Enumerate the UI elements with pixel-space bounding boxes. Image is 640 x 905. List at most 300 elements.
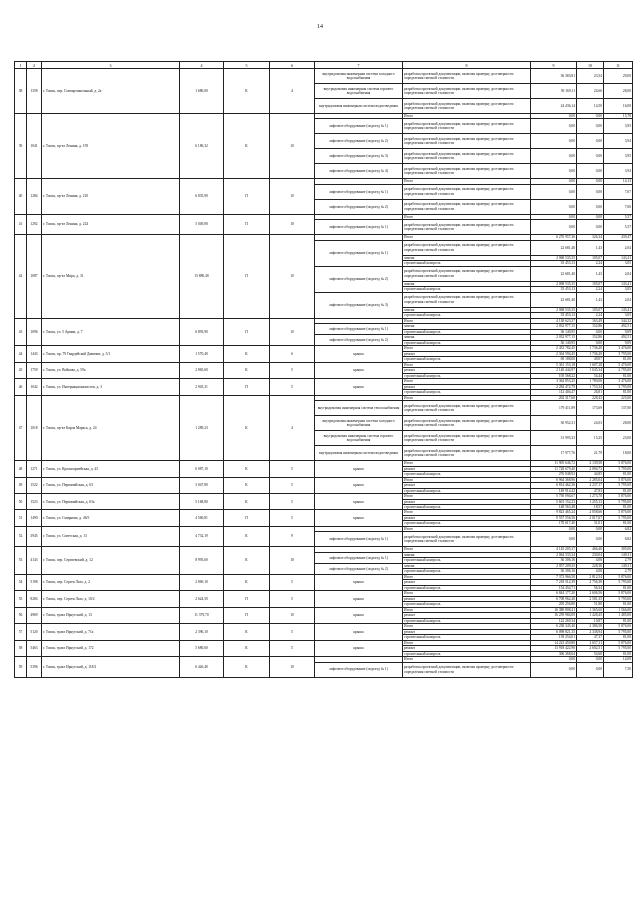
house-address: г. Томск, тракт Иркутский, д. 172: [42, 640, 180, 656]
cost-value: 0,00: [531, 134, 577, 149]
cost-per-m2: 105,07: [577, 281, 604, 286]
cost-value: 22 681,40: [531, 292, 577, 307]
work-type: лифтовое оборудование (подъезд № 2): [315, 134, 403, 149]
work-description: разработка проектной документации, включая проверку достоверности определения сметной стоимости: [403, 431, 531, 446]
cost-per-m2: 2 606,56: [577, 591, 604, 596]
house-floors: 10: [270, 318, 315, 345]
work-description: замена: [403, 307, 531, 312]
row-number: 47: [15, 395, 27, 460]
work-description: Итого: [403, 477, 531, 482]
column-header: 1: [15, 62, 27, 69]
cost-value: 0,00: [531, 164, 577, 179]
cost-value: 0,00: [531, 526, 577, 531]
work-description: ремонт: [403, 499, 531, 504]
cost-limit: 439,47: [604, 235, 633, 240]
cost-per-m2: 1 255,13: [577, 499, 604, 504]
cost-limit: 81,00: [604, 390, 633, 395]
cost-limit: 2,79: [604, 558, 633, 563]
work-description: разработка проектной документации, включая проверку достоверности определения сметной стоимости: [403, 199, 531, 214]
house-id: 1522: [27, 477, 42, 493]
cost-value: 6 814 462,36: [531, 483, 577, 488]
house-id: 1087: [27, 235, 42, 318]
row-number: 49: [15, 477, 27, 493]
cost-value: 4 138 623,37: [531, 318, 577, 323]
work-type: лифтовое оборудование (подъезд № 1): [315, 184, 403, 199]
house-floors: 5: [270, 640, 315, 656]
house-floors: 4: [270, 69, 315, 114]
house-class: К: [224, 69, 270, 114]
cost-per-m2: 1,43: [577, 266, 604, 281]
house-class: К: [224, 657, 270, 677]
cost-value: 170 617,40: [531, 521, 577, 526]
work-description: Итого: [403, 235, 531, 240]
cost-value: 6 964 368,96: [531, 477, 577, 482]
house-area: 2 945,31: [180, 379, 224, 395]
cost-value: 5 750 094,67: [531, 494, 577, 499]
cost-per-m2: 31,01: [577, 521, 604, 526]
work-description: разработка проектной документации, включая проверку достоверности определения сметной стоимости: [403, 119, 531, 134]
house-floors: 5: [270, 477, 315, 493]
cost-value: 2 433 782,45: [531, 346, 577, 351]
house-address: г. Томск, ул. Первомайская, д. 63а: [42, 494, 180, 510]
cost-limit: 2,04: [604, 240, 633, 255]
work-description: ремонт: [403, 596, 531, 601]
cost-limit: 143,41: [604, 255, 633, 260]
cost-limit: 81,00: [604, 602, 633, 607]
cost-value: 306 368,64: [531, 651, 577, 656]
row-number: 57: [15, 624, 27, 640]
cost-value: 2 364 594,45: [531, 351, 577, 356]
row-number: 50: [15, 494, 27, 510]
cost-value: 0,00: [531, 657, 577, 662]
row-number: 58: [15, 640, 27, 656]
cost-limit: 1 566,00: [604, 607, 633, 612]
cost-value: 0,00: [531, 662, 577, 677]
house-area: 8 993,60: [180, 547, 224, 574]
cost-limit: 143,41: [604, 307, 633, 312]
house-area: 6 835,90: [180, 179, 224, 214]
work-type: лифтовое оборудование (подъезд № 1): [315, 662, 403, 677]
work-type: лифтовое оборудование (подъезд № 3): [315, 149, 403, 164]
house-id: 1759: [27, 362, 42, 378]
cost-value: 36 140,95: [531, 340, 577, 345]
cost-value: 0,00: [531, 179, 577, 184]
work-description: ремонт: [403, 646, 531, 651]
house-address: г. Томск, пр-кт Ленина, д. 224: [42, 214, 180, 234]
work-description: ремонт: [403, 368, 531, 373]
cost-limit: 5,57: [604, 220, 633, 235]
cost-value: 39 169,11: [531, 84, 577, 99]
row-number: 40: [15, 179, 27, 214]
house-id: 1284: [27, 179, 42, 214]
page-number: 14: [317, 24, 323, 30]
cost-limit: 5,57: [604, 214, 633, 219]
house-class: К: [224, 395, 270, 460]
column-header: 2: [27, 62, 42, 69]
house-class: П: [224, 214, 270, 234]
cost-per-m2: 2 581,35: [577, 596, 604, 601]
work-description: строительный контроль: [403, 313, 531, 318]
cost-per-m2: 0,00: [577, 199, 604, 214]
cost-value: 0,00: [531, 214, 577, 219]
cost-limit: 5 876,00: [604, 574, 633, 579]
cost-limit: 15,78: [604, 114, 633, 119]
work-description: строительный контроль: [403, 261, 531, 266]
cost-limit: 5 795,00: [604, 466, 633, 471]
cost-value: 0,00: [531, 184, 577, 199]
cost-value: 6 844 177,20: [531, 591, 577, 596]
house-floors: 10: [270, 179, 315, 214]
work-description: замена: [403, 255, 531, 260]
house-id: 1096: [27, 318, 42, 345]
cost-limit: 14,13: [604, 179, 633, 184]
cost-limit: 28,00: [604, 416, 633, 431]
work-description: Итого: [403, 379, 531, 384]
work-description: ремонт: [403, 515, 531, 520]
cost-per-m2: 24,03: [577, 416, 604, 431]
cost-value: 17 977,76: [531, 446, 577, 461]
work-type: лифтовое оборудование (подъезд № 2): [315, 266, 403, 292]
house-class: К: [224, 362, 270, 378]
cost-value: 11 905 646,72: [531, 461, 577, 466]
cost-per-m2: 326,34: [577, 235, 604, 240]
house-floors: 5: [270, 574, 315, 590]
house-address: г. Томск, пер. Сергея Лазо, д. 10/2: [42, 591, 180, 607]
cost-value: 112 404,47: [531, 390, 577, 395]
cost-value: 14 223 450,80: [531, 640, 577, 645]
work-description: Итого: [403, 510, 531, 515]
work-description: Итого: [403, 461, 531, 466]
cost-per-m2: 0,00: [577, 119, 604, 134]
cost-value: 30 952,31: [531, 416, 577, 431]
cost-per-m2: 0,00: [577, 662, 604, 677]
cost-per-m2: 0,00: [577, 340, 604, 345]
cost-per-m2: 2 017,67: [577, 515, 604, 520]
work-description: Итого: [403, 395, 531, 400]
cost-limit: 5 795,00: [604, 629, 633, 634]
row-number: 41: [15, 214, 27, 234]
cost-limit: 6,82: [604, 532, 633, 547]
house-id: 5198: [27, 574, 42, 590]
cost-value: 7 218 512,39: [531, 580, 577, 585]
cost-value: 6 270 957,36: [531, 235, 577, 240]
cost-limit: 3,94: [604, 134, 633, 149]
cost-per-m2: 105,07: [577, 255, 604, 260]
row-number: 51: [15, 510, 27, 526]
house-class: П: [224, 179, 270, 214]
cost-per-m2: 2 094,73: [577, 466, 604, 471]
cost-value: 0,00: [531, 114, 577, 119]
cost-per-m2: 47,83: [577, 488, 604, 493]
house-id: 1042: [27, 379, 42, 395]
cost-limit: 28,00: [604, 84, 633, 99]
work-description: замена: [403, 324, 531, 329]
cost-per-m2: 2 058,66: [577, 510, 604, 515]
work-description: Итого: [403, 547, 531, 552]
cost-value: 0,00: [531, 149, 577, 164]
cost-limit: 3,05: [604, 287, 633, 292]
work-type: внутридомовая инженерная система холодного водоснабжения: [315, 416, 403, 431]
house-address: г. Томск, ул. Войкова, д. 59а: [42, 362, 180, 378]
row-number: 53: [15, 547, 27, 574]
work-description: разработка проектной документации, включая проверку достоверности определения сметной стоимости: [403, 532, 531, 547]
work-description: строительный контроль: [403, 373, 531, 378]
cost-per-m2: 1 780,06: [577, 379, 604, 384]
house-area: 5 680,60: [180, 640, 224, 656]
column-header: 3: [42, 62, 180, 69]
work-description: разработка проектной документации, включая проверку достоверности определения сметной стоимости: [403, 134, 531, 149]
house-area: 1 680,00: [180, 69, 224, 114]
cost-limit: 81,00: [604, 373, 633, 378]
house-address: г. Томск, пер. Совпартшкольный, д. 2а: [42, 69, 180, 114]
house-area: 2 624,50: [180, 591, 224, 607]
cost-value: 69 188,00: [531, 357, 577, 362]
cost-limit: 23,00: [604, 431, 633, 446]
cost-limit: 81,00: [604, 635, 633, 640]
house-area: 5 049,80: [180, 214, 224, 234]
cost-limit: 149,31: [604, 552, 633, 557]
cost-limit: 5 876,00: [604, 624, 633, 629]
cost-per-m2: 1,43: [577, 292, 604, 307]
capital-repair-table: [14, 61, 633, 678]
house-floors: 5: [270, 494, 315, 510]
cost-per-m2: 0,00: [577, 657, 604, 662]
cost-value: 35 453,13: [531, 287, 577, 292]
work-description: замена: [403, 552, 531, 557]
work-description: строительный контроль: [403, 521, 531, 526]
house-address: г. Томск, ул. Смирнова, д. 46/5: [42, 510, 180, 526]
house-floors: 10: [270, 607, 315, 623]
work-type: лифтовое оборудование (подъезд № 2): [315, 199, 403, 214]
cost-limit: 81,00: [604, 651, 633, 656]
house-class: К: [224, 640, 270, 656]
house-address: г. Томск, пр-кт Карла Маркса, д. 24: [42, 395, 180, 460]
cost-per-m2: 51,80: [577, 602, 604, 607]
house-area: 2 865,60: [180, 362, 224, 378]
house-class: К: [224, 346, 270, 362]
row-number: 56: [15, 607, 27, 623]
cost-limit: 81,00: [604, 488, 633, 493]
row-number: 38: [15, 69, 27, 114]
house-area: 11 379,70: [180, 607, 224, 623]
work-description: разработка проектной документации, включая проверку достоверности определения сметной стоимости: [403, 416, 531, 431]
cost-per-m2: 2 386,58: [577, 624, 604, 629]
house-address: г. Томск, пр-кт Ленина, д. 195: [42, 114, 180, 179]
cost-limit: 305,00: [604, 547, 633, 552]
cost-per-m2: 44,85: [577, 472, 604, 477]
work-type: крыша: [315, 574, 403, 590]
work-description: строительный контроль: [403, 585, 531, 590]
work-type: крыша: [315, 494, 403, 510]
work-description: ремонт: [403, 466, 531, 471]
cost-limit: 5 795,00: [604, 515, 633, 520]
cost-limit: 81,00: [604, 472, 633, 477]
cost-limit: 3 795,00: [604, 351, 633, 356]
cost-value: 35 453,13: [531, 313, 577, 318]
cost-per-m2: 47,37: [577, 635, 604, 640]
cost-value: 149 914,42: [531, 488, 577, 493]
cost-per-m2: 4,06: [577, 558, 604, 563]
work-type: лифтовое оборудование (подъезд № 1): [315, 220, 403, 235]
house-id: 3945: [27, 526, 42, 546]
house-address: г. Томск, пр. 79 Гвардейской Дивизии, д. 5/1: [42, 346, 180, 362]
cost-per-m2: 152,86: [577, 324, 604, 329]
column-header: 4: [180, 62, 224, 69]
house-area: 5 168,80: [180, 494, 224, 510]
table-body: [15, 69, 633, 678]
cost-value: 2 068 535,35: [531, 281, 577, 286]
work-description: разработка проектной документации, включая проверку достоверности определения сметной стоимости: [403, 266, 531, 281]
cost-value: 179 411,89: [531, 401, 577, 416]
cost-per-m2: 105,07: [577, 307, 604, 312]
cost-per-m2: 1 607,28: [577, 362, 604, 367]
cost-per-m2: 1,43: [577, 240, 604, 255]
house-address: г. Томск, ул. Интернационалистов, д. 3: [42, 379, 180, 395]
work-type: крыша: [315, 591, 403, 607]
cost-per-m2: 0,00: [577, 220, 604, 235]
house-class: К: [224, 114, 270, 179]
work-description: Итого: [403, 494, 531, 499]
column-header: 7: [315, 62, 403, 69]
house-floors: 10: [270, 657, 315, 677]
work-description: Итого: [403, 526, 531, 531]
cost-value: 31 995,33: [531, 431, 577, 446]
cost-value: 7 372 966,50: [531, 574, 577, 579]
cost-limit: 143,41: [604, 281, 633, 286]
row-number: 39: [15, 114, 27, 179]
work-description: разработка проектной документации, включая проверку достоверности определения сметной стоимости: [403, 184, 531, 199]
house-id: 1490: [27, 510, 42, 526]
work-description: строительный контроль: [403, 618, 531, 623]
cost-limit: 3,95: [604, 119, 633, 134]
cost-per-m2: 0,00: [577, 134, 604, 149]
house-class: К: [224, 624, 270, 640]
cost-per-m2: 0,00: [577, 179, 604, 184]
work-description: Итого: [403, 318, 531, 323]
cost-limit: 2,79: [604, 569, 633, 574]
cost-value: 36 140,95: [531, 329, 577, 334]
work-type: внутридомовая инженерная система водоотведения: [315, 446, 403, 461]
column-header: 9: [531, 62, 577, 69]
cost-limit: 7,07: [604, 184, 633, 199]
cost-value: 276 948,92: [531, 472, 577, 477]
work-description: разработка проектной документации, включая проверку достоверности определения сметной стоимости: [403, 446, 531, 461]
work-type: внутридомовая инженерная система холодного водоснабжения: [315, 69, 403, 84]
house-address: г. Томск, пер. Сергея Лазо, д. 2: [42, 574, 180, 590]
cost-per-m2: 228,36: [577, 563, 604, 568]
cost-value: 0,00: [531, 532, 577, 547]
cost-limit: 5 795,00: [604, 646, 633, 651]
work-type: крыша: [315, 477, 403, 493]
cost-per-m2: 466,40: [577, 547, 604, 552]
house-address: г. Томск, тракт Иркутский, д. 13: [42, 607, 180, 623]
cost-value: 35 453,13: [531, 261, 577, 266]
house-id: 4969: [27, 607, 42, 623]
work-description: разработка проектной документации, включая проверку достоверности определения сметной стоимости: [403, 292, 531, 307]
cost-limit: 149,31: [604, 563, 633, 568]
cost-per-m2: 1 365,60: [577, 607, 604, 612]
house-area: 6 893,90: [180, 318, 224, 345]
cost-per-m2: 2 756,38: [577, 580, 604, 585]
cost-limit: 5 876,00: [604, 510, 633, 515]
work-description: строительный контроль: [403, 329, 531, 334]
cost-value: 0,00: [531, 199, 577, 214]
cost-value: 2 068 535,35: [531, 307, 577, 312]
work-description: строительный контроль: [403, 390, 531, 395]
cost-limit: 5 876,00: [604, 461, 633, 466]
work-type: лифтовое оборудование (подъезд № 1): [315, 324, 403, 335]
cost-value: 16 259 984,09: [531, 613, 577, 618]
cost-limit: 5 795,00: [604, 596, 633, 601]
cost-per-m2: 2,24: [577, 287, 604, 292]
cost-limit: 3 795,00: [604, 384, 633, 389]
cost-limit: 3,05: [604, 313, 633, 318]
work-description: ремонт: [403, 629, 531, 634]
cost-per-m2: 54,60: [577, 651, 604, 656]
cost-per-m2: 0,00: [577, 164, 604, 179]
cost-limit: 1 485,00: [604, 613, 633, 618]
house-id: 1292: [27, 214, 42, 234]
house-area: 2 869,10: [180, 574, 224, 590]
work-description: Итого: [403, 362, 531, 367]
house-floors: 4: [270, 395, 315, 460]
work-type: внутридомовая инженерная система горячего водоснабжения: [315, 431, 403, 446]
house-floors: 5: [270, 591, 315, 607]
cost-limit: 81,00: [604, 618, 633, 623]
cost-per-m2: 173,69: [577, 401, 604, 416]
cost-value: 2 064 333,34: [531, 552, 577, 557]
cost-limit: 3 476,00: [604, 379, 633, 384]
cost-limit: 7,06: [604, 199, 633, 214]
work-type: крыша: [315, 379, 403, 395]
cost-value: 24 436,14: [531, 99, 577, 114]
column-header: 5: [224, 62, 270, 69]
cost-per-m2: 2 285,04: [577, 477, 604, 482]
house-address: г. Томск, ул. Первомайская, д. 63: [42, 477, 180, 493]
work-description: разработка проектной документации, включая проверку достоверности определения сметной стоимости: [403, 662, 531, 677]
cost-per-m2: 14,50: [577, 99, 604, 114]
work-type: крыша: [315, 640, 403, 656]
column-header: 6: [270, 62, 315, 69]
cost-limit: 5 876,00: [604, 477, 633, 482]
cost-value: 202 317,60: [531, 395, 577, 400]
work-type: лифтовое оборудование (подъезд № 1): [315, 552, 403, 563]
cost-per-m2: 2,24: [577, 313, 604, 318]
house-address: г. Томск, ул. 5 Армии, д. 7: [42, 318, 180, 345]
work-description: Итого: [403, 640, 531, 645]
house-area: 15 880,40: [180, 235, 224, 318]
house-address: г. Томск, пр-кт Ленина, д. 210: [42, 179, 180, 214]
work-description: строительный контроль: [403, 504, 531, 509]
work-description: ремонт: [403, 580, 531, 585]
cost-value: 105 568,22: [531, 373, 577, 378]
house-area: 6 186,32: [180, 114, 224, 179]
cost-limit: 81,00: [604, 521, 633, 526]
work-type: лифтовое оборудование (подъезд № 4): [315, 164, 403, 179]
row-number: 46: [15, 379, 27, 395]
cost-limit: 16,00: [604, 99, 633, 114]
house-floors: 5: [270, 362, 315, 378]
house-area: 6 426,40: [180, 657, 224, 677]
house-floors: 10: [270, 114, 315, 179]
cost-per-m2: 49,07: [577, 357, 604, 362]
cost-per-m2: 10,87: [577, 618, 604, 623]
cost-value: 5 601 152,23: [531, 499, 577, 504]
house-floors: 5: [270, 461, 315, 477]
house-class: К: [224, 494, 270, 510]
cost-per-m2: 2 812,54: [577, 574, 604, 579]
cost-limit: 14,09: [604, 657, 633, 662]
